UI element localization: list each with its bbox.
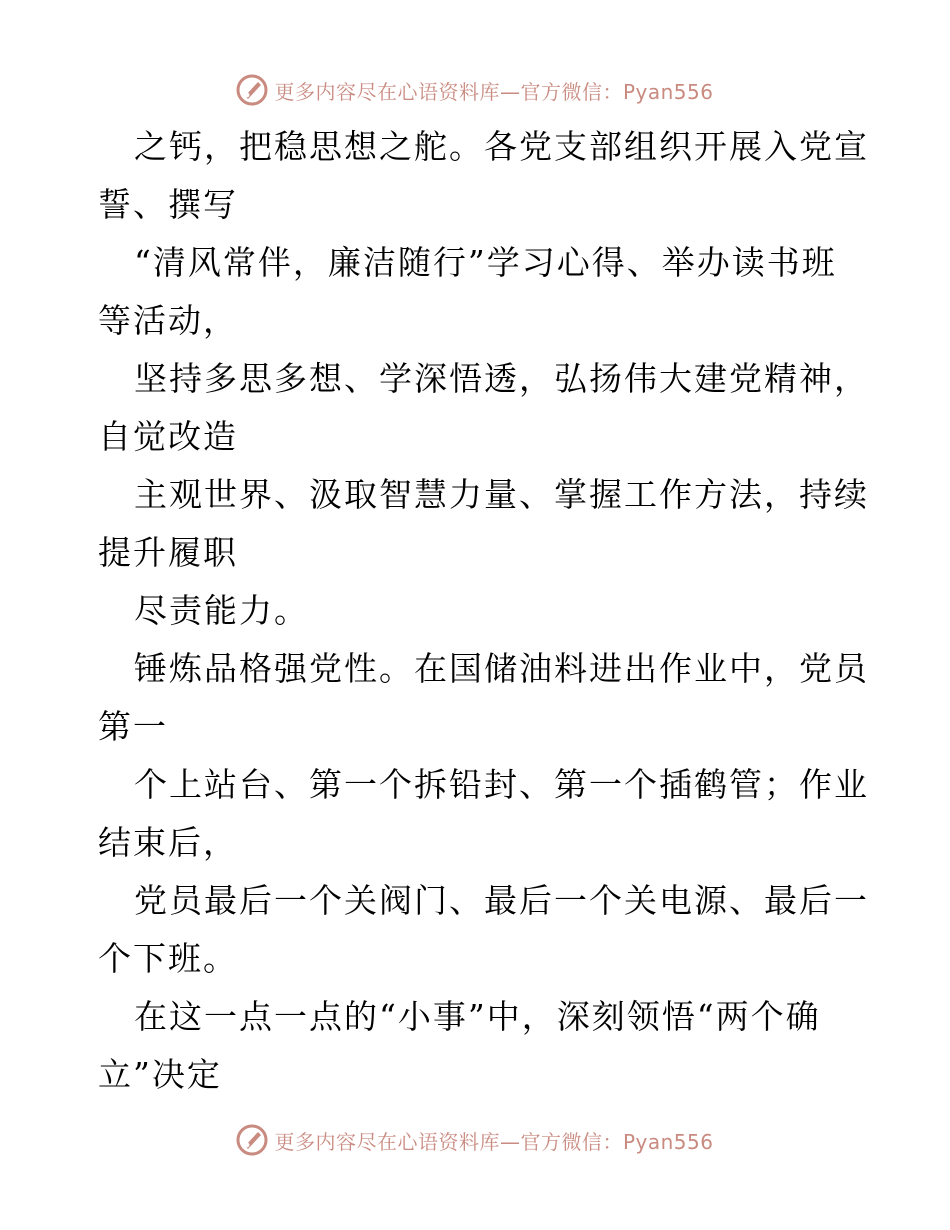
header-watermark: [0, 70, 950, 110]
brand-logo-icon: [236, 74, 268, 106]
text-line: 尽责能力。: [134, 591, 309, 630]
text-line: 党员最后一个关阀门、最后一个关电源、最后一: [134, 881, 869, 920]
watermark-text: 更多内容尽在心语资料库—官方微信：Pyan556: [274, 1129, 714, 1154]
document-body: [98, 118, 869, 1104]
text-line: 锤炼品格强党性。在国储油料进出作业中，党员: [134, 649, 869, 688]
text-line: 坚持多思多想、学深悟透，弘扬伟大建党精神，: [134, 359, 869, 398]
text-line: 第一: [98, 707, 168, 746]
text-line: 自觉改造: [98, 417, 238, 456]
text-line: 等活动，: [98, 301, 238, 340]
text-line: 主观世界、汲取智慧力量、掌握工作方法，持续: [134, 475, 869, 514]
text-line: “清风常伴，廉洁随行”学习心得、举办读书班: [134, 243, 837, 282]
text-line: 个上站台、第一个拆铅封、第一个插鹤管；作业: [134, 765, 869, 804]
text-line: 在这一点一点的“小事”中，深刻领悟“两个确: [134, 997, 821, 1036]
text-line: 立”决定: [98, 1055, 222, 1094]
brand-logo-icon: [236, 1124, 268, 1156]
text-line: 誓、撰写: [98, 185, 238, 224]
text-line: 结束后，: [98, 823, 238, 862]
text-line: 个下班。: [98, 939, 238, 978]
text-line: 提升履职: [98, 533, 238, 572]
footer-watermark: [0, 1120, 950, 1160]
text-line: 之钙，把稳思想之舵。各党支部组织开展入党宣: [134, 127, 869, 166]
watermark-text: 更多内容尽在心语资料库—官方微信：Pyan556: [274, 79, 714, 104]
